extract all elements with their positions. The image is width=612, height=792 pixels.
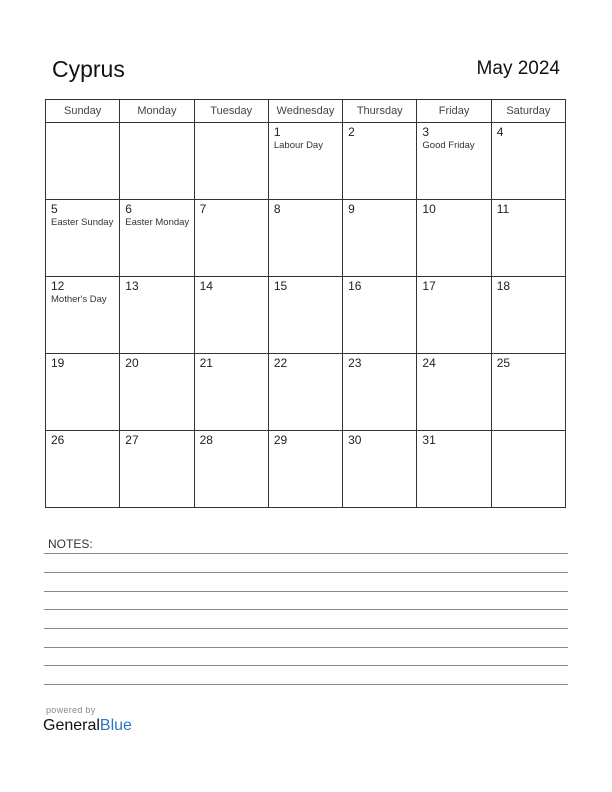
day-cell — [46, 354, 120, 431]
day-cell — [491, 277, 565, 354]
day-number: 15 — [273, 279, 288, 293]
day-cell — [194, 277, 268, 354]
note-line — [44, 609, 568, 610]
weekday-thursday: Thursday — [343, 100, 417, 123]
weekday-friday: Friday — [417, 100, 491, 123]
day-number: 29 — [273, 433, 288, 447]
day-number: 26 — [51, 433, 65, 447]
holiday-label: Easter Monday — [125, 217, 190, 228]
day-cell — [268, 200, 342, 277]
day-cell — [120, 123, 194, 200]
day-number: 13 — [125, 279, 139, 293]
day-number: 22 — [273, 356, 288, 370]
day-number: 8 — [273, 202, 281, 216]
day-cell — [194, 123, 268, 200]
day-cell — [194, 354, 268, 431]
day-cell — [194, 431, 268, 508]
day-number: 4 — [496, 125, 504, 139]
day-number: 27 — [125, 433, 139, 447]
note-line — [44, 647, 568, 648]
day-number: 3 — [422, 125, 430, 139]
day-number: 19 — [51, 356, 65, 370]
day-number: 28 — [199, 433, 213, 447]
day-number: 18 — [496, 279, 511, 293]
day-number: 16 — [348, 279, 362, 293]
day-number: 12 — [51, 279, 65, 293]
holiday-label: Mother's Day — [51, 294, 107, 305]
weekday-sunday: Sunday — [46, 100, 120, 123]
note-line — [44, 665, 568, 666]
note-line — [44, 553, 568, 554]
country-title: Cyprus — [52, 56, 125, 82]
holiday-label: Easter Sunday — [51, 217, 114, 228]
day-number: 24 — [422, 356, 436, 370]
weekday-saturday: Saturday — [491, 100, 565, 123]
day-cell — [417, 277, 491, 354]
day-cell — [343, 277, 417, 354]
day-cell — [491, 200, 565, 277]
day-number: 30 — [348, 433, 362, 447]
note-line — [44, 572, 568, 573]
day-cell — [491, 123, 565, 200]
day-number: 14 — [199, 279, 213, 293]
day-cell — [120, 431, 194, 508]
note-line — [44, 684, 568, 685]
day-number: 11 — [496, 202, 510, 216]
day-cell — [46, 277, 120, 354]
generalblue-logo[interactable] — [43, 717, 132, 735]
day-number: 21 — [199, 356, 213, 370]
day-number: 31 — [422, 433, 436, 447]
day-number: 7 — [199, 202, 207, 216]
day-cell — [491, 354, 565, 431]
day-number: 5 — [51, 202, 58, 216]
weekday-tuesday: Tuesday — [194, 100, 268, 123]
day-cell — [46, 123, 120, 200]
day-number: 10 — [422, 202, 436, 216]
weekday-monday: Monday — [120, 100, 194, 123]
day-number: 25 — [496, 356, 511, 370]
day-cell — [417, 200, 491, 277]
day-cell — [268, 354, 342, 431]
day-number: 17 — [422, 279, 436, 293]
powered-by-text: powered by — [46, 705, 96, 715]
day-number: 2 — [348, 125, 355, 139]
day-cell — [46, 431, 120, 508]
day-cell — [491, 431, 565, 508]
day-cell — [46, 200, 120, 277]
month-year-title: May 2024 — [476, 58, 560, 79]
day-number: 6 — [125, 202, 132, 216]
week-row — [46, 200, 566, 277]
calendar-grid — [45, 99, 566, 508]
notes-label: NOTES: — [48, 537, 93, 551]
holiday-label: Labour Day — [273, 140, 323, 151]
day-number: 9 — [348, 202, 355, 216]
day-number: 1 — [273, 125, 281, 139]
day-cell — [120, 354, 194, 431]
day-cell — [343, 200, 417, 277]
week-row — [46, 354, 566, 431]
brand-blue: Blue — [99, 717, 132, 734]
weekday-header-row — [46, 100, 566, 123]
day-cell — [268, 431, 342, 508]
day-cell — [120, 277, 194, 354]
day-cell — [343, 431, 417, 508]
note-line — [44, 628, 568, 629]
weekday-wednesday: Wednesday — [268, 100, 342, 123]
day-cell — [268, 277, 342, 354]
day-cell — [417, 431, 491, 508]
day-number: 23 — [348, 356, 362, 370]
week-row — [46, 431, 566, 508]
day-number: 20 — [125, 356, 139, 370]
day-cell — [268, 123, 342, 200]
week-row — [46, 277, 566, 354]
holiday-label: Good Friday — [422, 140, 475, 151]
day-cell — [120, 200, 194, 277]
day-cell — [417, 354, 491, 431]
brand-general: General — [43, 717, 100, 734]
day-cell — [343, 354, 417, 431]
day-cell — [417, 123, 491, 200]
day-cell — [343, 123, 417, 200]
day-cell — [194, 200, 268, 277]
note-line — [44, 591, 568, 592]
week-row — [46, 123, 566, 200]
